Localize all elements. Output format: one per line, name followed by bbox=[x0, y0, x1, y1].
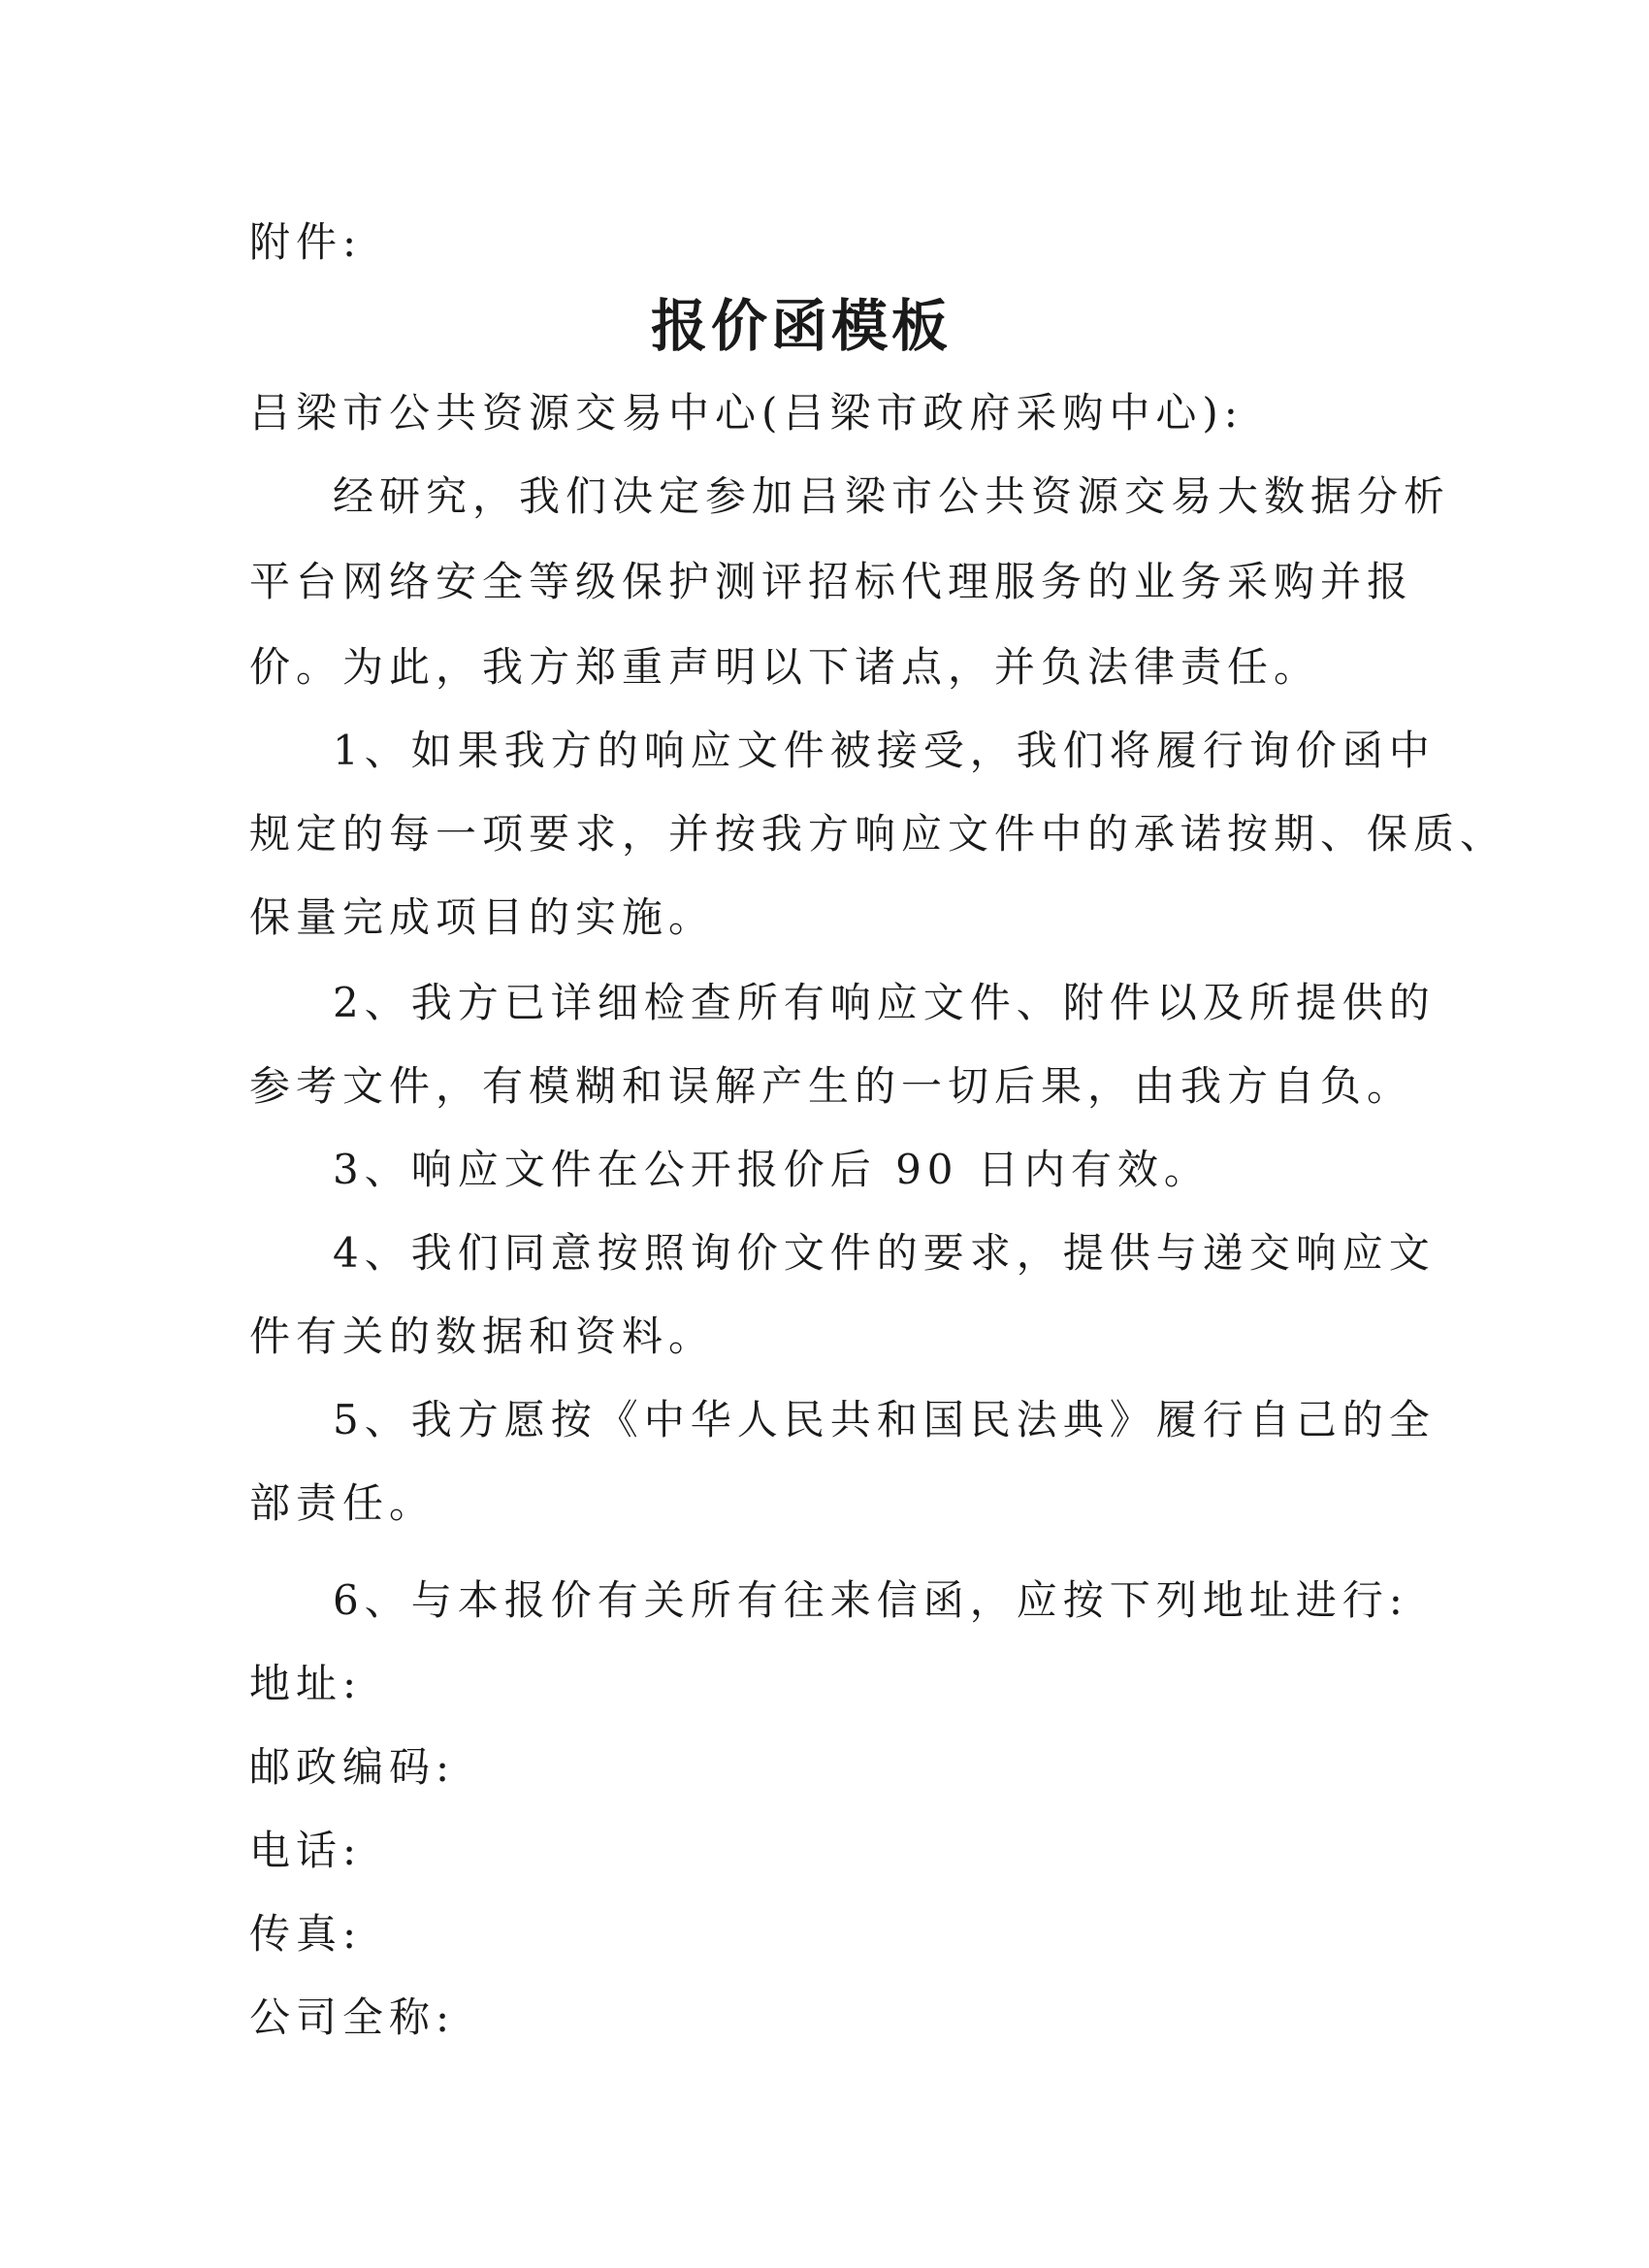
field-company: 公司全称: bbox=[249, 1993, 456, 2041]
field-phone: 电话: bbox=[249, 1827, 363, 1874]
item-1-line-2: 规定的每一项要求，并按我方响应文件中的承诺按期、保质、 bbox=[249, 810, 1507, 858]
item-2-line-1: 2、我方已详细检查所有响应文件、附件以及所提供的 bbox=[333, 979, 1436, 1026]
intro-line-2: 平台网络安全等级保护测评招标代理服务的业务采购并报 bbox=[249, 558, 1414, 605]
addressee: 吕梁市公共资源交易中心(吕梁市政府采购中心): bbox=[249, 389, 1244, 437]
intro-line-1: 经研究，我们决定参加吕梁市公共资源交易大数据分析 bbox=[333, 472, 1451, 520]
field-address: 地址: bbox=[249, 1660, 363, 1707]
field-fax: 传真: bbox=[249, 1910, 363, 1958]
item-6-line-1: 6、与本报价有关所有往来信函，应按下列地址进行: bbox=[333, 1576, 1408, 1624]
intro-line-3: 价。为此，我方郑重声明以下诸点，并负法律责任。 bbox=[249, 643, 1321, 691]
item-5-line-1: 5、我方愿按《中华人民共和国民法典》履行自己的全 bbox=[333, 1396, 1436, 1443]
attachment-label: 附件: bbox=[249, 218, 363, 266]
item-3-line-1: 3、响应文件在公开报价后 90 日内有效。 bbox=[333, 1146, 1211, 1193]
item-2-line-2: 参考文件，有模糊和误解产生的一切后果，由我方自负。 bbox=[249, 1062, 1414, 1110]
page-title: 报价函模板 bbox=[650, 293, 952, 359]
item-1-line-1: 1、如果我方的响应文件被接受，我们将履行询价函中 bbox=[333, 727, 1436, 774]
item-4-line-1: 4、我们同意按照询价文件的要求，提供与递交响应文 bbox=[333, 1229, 1436, 1277]
item-4-line-2: 件有关的数据和资料。 bbox=[249, 1312, 716, 1360]
item-1-line-3: 保量完成项目的实施。 bbox=[249, 893, 716, 941]
field-postcode: 邮政编码: bbox=[249, 1743, 456, 1791]
item-5-line-2: 部责任。 bbox=[249, 1479, 436, 1527]
